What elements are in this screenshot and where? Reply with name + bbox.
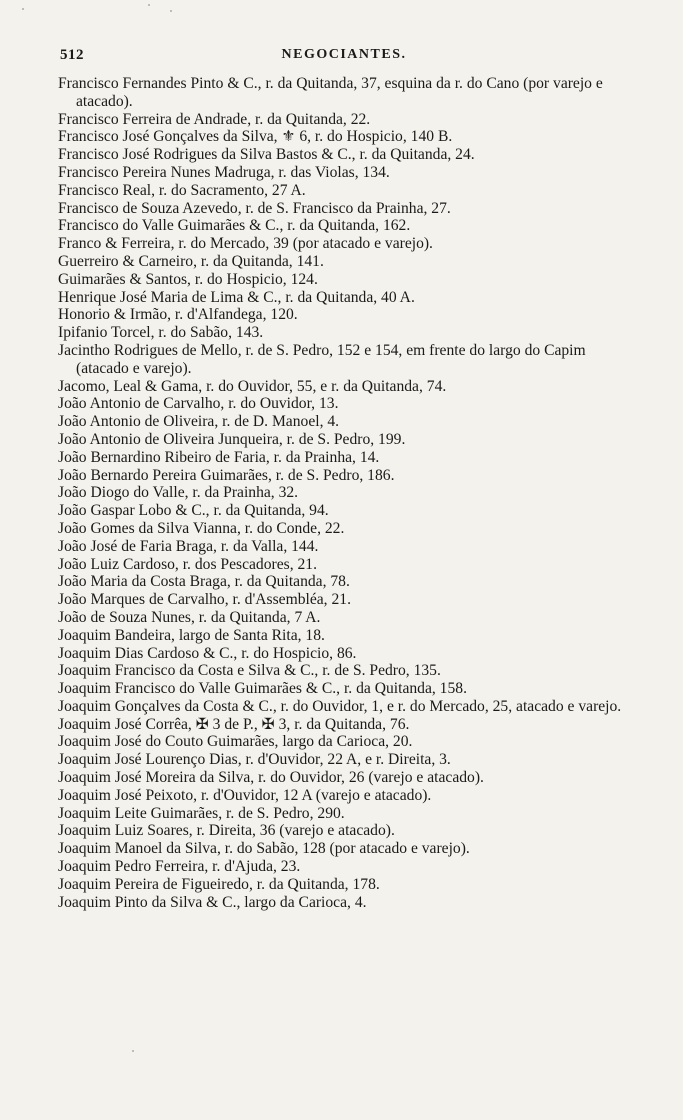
merchant-entry: João José de Faria Braga, r. da Valla, 144. xyxy=(58,537,319,555)
merchant-entry: Ipifanio Torcel, r. do Sabão, 143. xyxy=(58,324,264,342)
merchant-entry: João de Souza Nunes, r. da Quitanda, 7 A. xyxy=(58,608,321,626)
merchant-entry: João Gomes da Silva Vianna, r. do Conde, 22. xyxy=(58,519,345,537)
merchant-entry: Joaquim Pedro Ferreira, r. d'Ajuda, 23. xyxy=(58,858,301,876)
paper-speck xyxy=(148,4,150,6)
merchant-entry: Joaquim Bandeira, largo de Santa Rita, 18. xyxy=(58,626,325,644)
page-number: 512 xyxy=(60,47,84,63)
merchant-entry: Francisco Ferreira de Andrade, r. da Quitanda, 22. xyxy=(58,110,371,128)
merchant-entry: Francisco de Souza Azevedo, r. de S. Francisco da Prainha, 27. xyxy=(58,199,451,217)
merchant-entry: Francisco Pereira Nunes Madruga, r. das Violas, 134. xyxy=(58,163,390,181)
merchant-entry: Francisco José Gonçalves da Silva, ⚜ 6, r. do Hospicio, 140 B. xyxy=(58,128,453,146)
merchant-entry: João Antonio de Oliveira, r. de D. Manoel, 4. xyxy=(58,413,340,431)
merchant-entry: Francisco Real, r. do Sacramento, 27 A. xyxy=(58,181,306,199)
merchant-entry: Joaquim Gonçalves da Costa & C., r. do Ouvidor, 1, e r. do Mercado, 25, atacado e varejo. xyxy=(58,697,622,715)
merchant-entry: Guerreiro & Carneiro, r. da Quitanda, 141. xyxy=(58,252,324,270)
merchant-entry: João Luiz Cardoso, r. dos Pescadores, 21. xyxy=(58,555,317,573)
paper-speck xyxy=(170,10,172,12)
running-head: NEGOCIANTES. xyxy=(281,47,407,62)
merchant-entry: Joaquim José do Couto Guimarães, largo da Carioca, 20. xyxy=(58,733,413,751)
merchant-entry: João Maria da Costa Braga, r. da Quitanda, 78. xyxy=(58,573,350,591)
merchant-entry: Jacomo, Leal & Gama, r. do Ouvidor, 55, e r. da Quitanda, 74. xyxy=(58,377,447,395)
merchant-entry: Joaquim José Peixoto, r. d'Ouvidor, 12 A (varejo e atacado). xyxy=(58,786,432,804)
paper-speck xyxy=(22,8,24,10)
merchant-entry: Franco & Ferreira, r. do Mercado, 39 (por atacado e varejo). xyxy=(58,235,433,253)
merchant-list xyxy=(58,75,630,911)
merchant-entry: João Bernardino Ribeiro de Faria, r. da Prainha, 14. xyxy=(58,448,380,466)
merchant-entry: Honorio & Irmão, r. d'Alfandega, 120. xyxy=(58,306,298,324)
merchant-entry: Joaquim Dias Cardoso & C., r. do Hospicio, 86. xyxy=(58,644,357,662)
merchant-entry: Francisco José Rodrigues da Silva Bastos & C., r. da Quitanda, 24. xyxy=(58,146,475,164)
page-header xyxy=(60,47,628,69)
merchant-entry: João Antonio de Carvalho, r. do Ouvidor, 13. xyxy=(58,395,339,413)
merchant-entry: João Diogo do Valle, r. da Prainha, 32. xyxy=(58,484,299,502)
merchant-entry: Joaquim Pereira de Figueiredo, r. da Quitanda, 178. xyxy=(58,875,380,893)
merchant-entry: João Antonio de Oliveira Junqueira, r. de S. Pedro, 199. xyxy=(58,430,406,448)
merchant-entry: Joaquim Manoel da Silva, r. do Sabão, 128 (por atacado e varejo). xyxy=(58,840,470,858)
paper-speck xyxy=(132,1050,134,1052)
merchant-entry: Joaquim Pinto da Silva & C., largo da Carioca, 4. xyxy=(58,893,367,911)
merchant-entry: Francisco do Valle Guimarães & C., r. da Quitanda, 162. xyxy=(58,217,411,235)
merchant-entry: Joaquim Francisco do Valle Guimarães & C., r. da Quitanda, 158. xyxy=(58,680,467,698)
merchant-entry: Joaquim José Corrêa, ✠ 3 de P., ✠ 3, r. da Quitanda, 76. xyxy=(58,715,410,733)
merchant-entry: Joaquim Leite Guimarães, r. de S. Pedro, 290. xyxy=(58,804,345,822)
merchant-entry: Guimarães & Santos, r. do Hospicio, 124. xyxy=(58,270,318,288)
merchant-entry: Henrique José Maria de Lima & C., r. da Quitanda, 40 A. xyxy=(58,288,415,306)
merchant-entry: Joaquim Francisco da Costa e Silva & C., r. de S. Pedro, 135. xyxy=(58,662,441,680)
merchant-entry: João Gaspar Lobo & C., r. da Quitanda, 94. xyxy=(58,502,329,520)
merchant-entry: Joaquim Luiz Soares, r. Direita, 36 (varejo e atacado). xyxy=(58,822,395,840)
merchant-entry: Jacintho Rodrigues de Mello, r. de S. Pedro, 152 e 154, em frente do largo do Capim (atacado e varejo). xyxy=(58,341,586,377)
merchant-entry: Joaquim José Lourenço Dias, r. d'Ouvidor, 22 A, e r. Direita, 3. xyxy=(58,751,451,769)
merchant-entry: João Bernardo Pereira Guimarães, r. de S. Pedro, 186. xyxy=(58,466,395,484)
merchant-entry: Joaquim José Moreira da Silva, r. do Ouvidor, 26 (varejo e atacado). xyxy=(58,769,484,787)
merchant-entry: João Marques de Carvalho, r. d'Assembléa, 21. xyxy=(58,591,351,609)
merchant-entry: Francisco Fernandes Pinto & C., r. da Quitanda, 37, esquina da r. do Cano (por varejo e atacado). xyxy=(58,75,603,110)
